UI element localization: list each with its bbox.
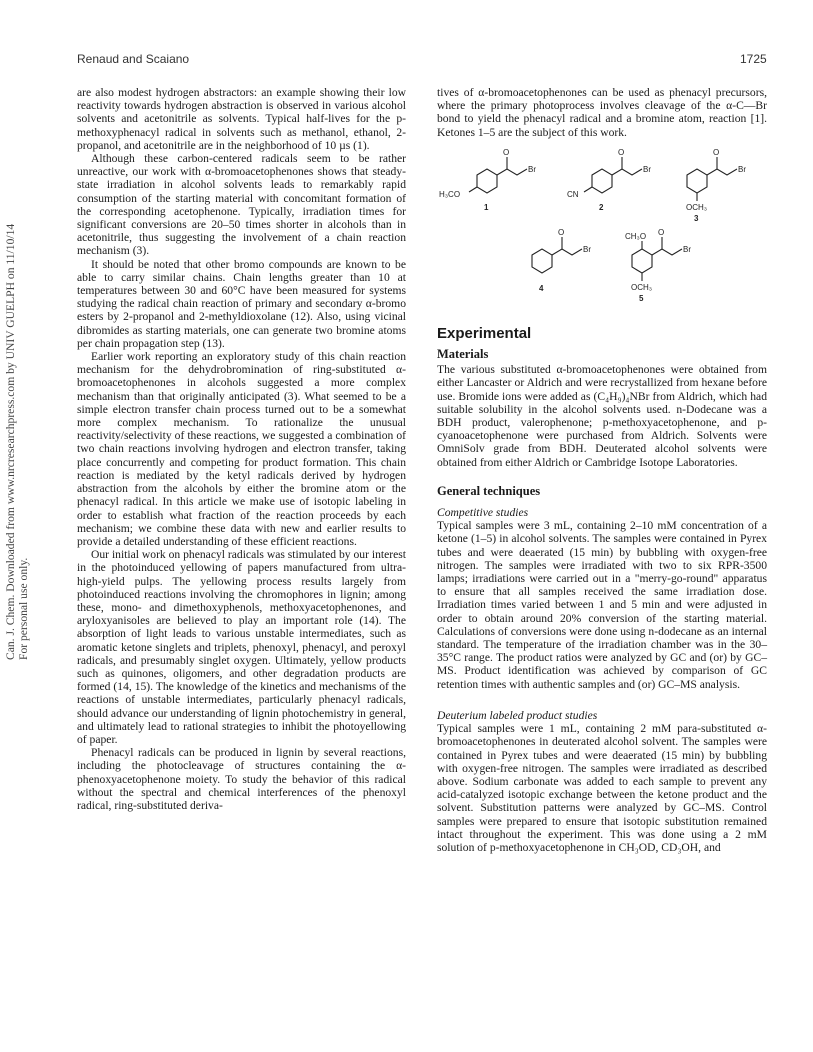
cyano-label-2: CN [567, 189, 579, 199]
chain-1 [497, 169, 527, 175]
paragraph: Although these carbon-centered radicals seem to be rather unreactive, our work with α-bromoacetophenones shows that steady-state irradiation in alcohol solvents leads to remarkably rapid consumption of the starting material with concomitant formation of the corresponding acetophenone. Typically, irradiation times for significant conversions are 20–50 times shorter in alcohols than in acetonitrile, thus suggesting the involvement of a chain reaction mechanism (3). [77, 152, 406, 258]
section-heading-experimental: Experimental [437, 324, 532, 342]
chain-4 [552, 249, 582, 255]
cyano-bond-2 [584, 187, 592, 192]
benzene-ring-1 [477, 169, 497, 193]
methoxy-label-5a: CH₃O [625, 231, 647, 241]
bromine-label-1: Br [528, 164, 536, 174]
paragraph: Typical samples were 1 mL, containing 2 mM para-substituted α-bromoacetophenones in deuterated alcohol solvent. The samples were contained in Pyrex tubes and were deaerated (15 min) by bubbling with oxygen-free nitrogen. The samples were irradiated as described above. Sodium carbonate was added to each sample to prevent any acid-catalyzed isotopic exchange between the ketone product and the solvent. Substitution patterns were analyzed by GC–MS. Control samples were prepared to ensure that isotopic substitution remained intact throughout the experiment. This was done using a 2 mM solution of p-methoxyacetophenone in CH₃OD, CD₃OH, and [437, 722, 767, 854]
ketone-structures-figure [437, 145, 767, 315]
paragraph: are also modest hydrogen abstractors: an example showing their low reactivity towards hydrogen abstraction is observed in various alcohol solvents and acetonitrile as solvents. Typical half-lives for the p-methoxyphenacyl radical in solvents such as methanol, ethanol, 2-propanol, and acetonitrile are in the neighborhood of 10 µs (1). [77, 86, 406, 152]
bromine-label-2: Br [643, 164, 651, 174]
compound-number-4: 4 [539, 283, 544, 293]
structures-svg [437, 145, 767, 315]
subheading-deuterium-studies: Deuterium labeled product studies [437, 708, 598, 722]
bromine-label-4: Br [583, 244, 591, 254]
bromine-label-3: Br [738, 164, 746, 174]
compound-number-2: 2 [599, 202, 604, 212]
oxygen-label-1: O [503, 147, 510, 157]
benzene-ring-2 [592, 169, 612, 193]
methoxy-label-3: OCH₃ [686, 202, 708, 212]
paragraph: Earlier work reporting an exploratory study of this chain reaction mechanism for the dehydrobromination of ring-substituted α-bromoacetophenones in alcohols suggested a more complex mechanism than that originally anticipated (3). What seemed to be a simple electron transfer chain process turned out to be a somewhat more complex mechanism. To rationalize the unusual reactivity/selectivity of these reactions, we suggested a combination of two chain reactions involving hydrogen and electron transfer, taking place concurrently and competing for product formation. This chain reaction is mediated by the ketyl radicals derived by hydrogen abstraction from the alcohols by either the bromine atom or the phenacyl radical. In this article we make use of isotopic labeling in order to establish what fraction of the reaction proceeds by each mechanism; we combine these data with new and earlier results to provide a detailed understanding of these efficient reactions. [77, 350, 406, 548]
oxygen-label-3: O [713, 147, 720, 157]
oxygen-label-5: O [658, 227, 665, 237]
sidebar-personal-use: For personal use only. [17, 557, 30, 660]
benzene-ring-5 [632, 249, 652, 273]
paragraph: Typical samples were 3 mL, containing 2–10 mM concentration of a ketone (1–5) in alcohol solvents. The samples were contained in Pyrex tubes and were deaerated (15 min) by bubbling with oxygen-free nitrogen. The samples were irradiated with two to six RPR-3500 lamps; irradiations were carried out in a "merry-go-round" apparatus to ensure that all samples received the same irradiation dose. Irradiation times varied between 1 and 5 min and were adjusted in order to obtain around 20% conversion of the starting material. Calculations of conversions were done using n-dodecane as an internal standard. The temperature of the irradiation chamber was in the 30–35°C range. The product ratios were analyzed by GC and (or) by GC–MS. Product identification was achieved by comparison of GC retention times with authentic samples and (or) GC–MS analysis. [437, 519, 767, 691]
benzene-ring-3 [687, 169, 707, 193]
chain-5 [652, 249, 682, 255]
benzene-ring-4 [532, 249, 552, 273]
compound-number-1: 1 [484, 202, 489, 212]
oxygen-label-4: O [558, 227, 565, 237]
download-sidebar [2, 223, 32, 660]
methoxy-label-5b: OCH₃ [631, 282, 653, 292]
paragraph: It should be noted that other bromo compounds are known to be able to carry similar chains. Chain lengths greater than 10 at temperatures between 30 and 60°C have been measured for systems studying the radical chain reaction of primary and secondary α-bromo esters by 2-propanol and 2-methyldioxolane (12). Also, using vicinal dibromides as starting materials, one can generate two bromine atoms per chain propagation step (13). [77, 257, 406, 350]
sidebar-download-notice: Can. J. Chem. Downloaded from www.nrcresearchpress.com by UNIV GUELPH on 11/10/14 [4, 223, 17, 660]
running-header-authors: Renaud and Scaiano [77, 52, 190, 66]
paragraph: Phenacyl radicals can be produced in lignin by several reactions, including the photocleavage of structures containing the α-phenoxyacetophenone moiety. To study the behavior of this radical without the spectral and chemical interferences of the phenoxyl radical, ring-substituted deriva- [77, 746, 406, 812]
page-number: 1725 [740, 52, 767, 66]
compound-number-3: 3 [694, 213, 699, 223]
right-column [437, 86, 767, 854]
chain-2 [612, 169, 642, 175]
methoxy-bond-1 [469, 187, 477, 192]
subheading-materials: Materials [437, 347, 489, 362]
left-column [77, 86, 406, 812]
oxygen-label-2: O [618, 147, 625, 157]
paragraph: Our initial work on phenacyl radicals was stimulated by our interest in the photoinduced yellowing of papers manufactured from ultra-high-yield pulps. The yellowing process results largely from photoinduced reactions involving the chromophores in lignin; among these, mono- and dimethoxyphenols, methoxyacetophenones, and aryloxyanisoles are believed to play an important role (14). The absorption of light leads to various unstable intermediates, such as aromatic ketone singlets and triplets, phenoxyl, phenacyl, and peroxyl radicals, and presumably singlet oxygen. Ultimately, yellow products such as quinones, oligomers, and other degradation products are formed (14, 15). The knowledge of the kinetics and mechanisms of the reactions of unstable intermediates, particularly phenacyl radicals, should advance our understanding of lignin photochemistry in general, and ultimately lead to rational strategies to inhibit the photoyellowing of paper. [77, 548, 406, 746]
chain-3 [707, 169, 737, 175]
bromine-label-5: Br [683, 244, 691, 254]
subheading-competitive-studies: Competitive studies [437, 506, 529, 520]
methoxy-label-1: H₃CO [439, 189, 461, 199]
compound-number-5: 5 [639, 293, 644, 303]
paragraph: The various substituted α-bromoacetophenones were obtained from either Lancaster or Aldrich and were recrystallized from hexane before use. Bromide ions were added as (C₄H₉)₄NBr from Aldrich, which had suitable solubility in the alcohol solvents used. n-Dodecane was a BDH product, valerophenone; p-methoxyacetophenone, and p-cyanoacetophenone were purchased from Aldrich. Solvents were OmniSolv grade from BDH. Deuterated alcohol solvents were obtained from either Aldrich or Cambridge Isotope Laboratories. [437, 363, 767, 469]
subheading-general-techniques: General techniques [437, 483, 541, 498]
paragraph: tives of α-bromoacetophenones can be used as phenacyl precursors, where the primary photoprocess involves cleavage of the α-C—Br bond to yield the phenacyl radical and a bromine atom, reaction [1]. Ketones 1–5 are the subject of this work. [437, 86, 767, 139]
